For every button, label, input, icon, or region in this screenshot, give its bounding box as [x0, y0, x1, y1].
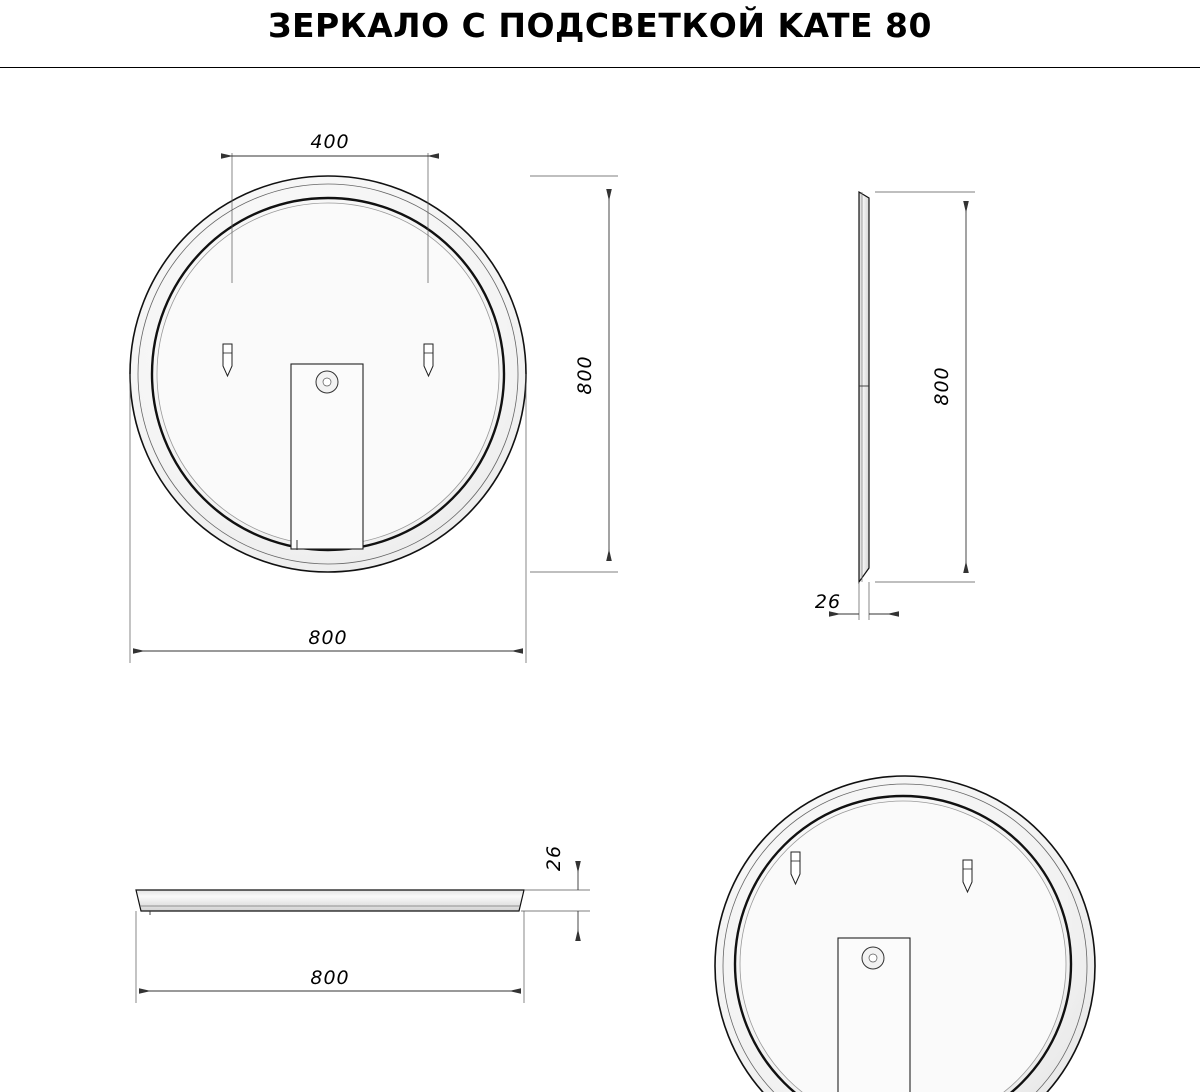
bottom-view-profile [136, 890, 524, 911]
front-view [130, 131, 618, 663]
dimension-bottom-thickness [521, 845, 590, 940]
dimension-label-800-vertical: 800 [574, 355, 596, 395]
rear-isometric-view [715, 776, 1095, 1092]
title-bar [0, 0, 1200, 68]
drawing-canvas [0, 68, 1200, 1092]
page-title: ЗЕРКАЛО С ПОДСВЕТКОЙ KATE 80 [268, 6, 932, 45]
dimension-side-thickness [815, 582, 898, 620]
dimension-side-height [875, 192, 975, 582]
rear-view-control-box [838, 938, 910, 1092]
dimension-label-26-side: 26 [814, 591, 842, 613]
dimension-label-800-side: 800 [931, 366, 953, 406]
dimension-label-400: 400 [310, 131, 350, 153]
dimension-front-height [530, 176, 618, 572]
front-view-control-box [291, 364, 363, 550]
dimension-label-800-bottom: 800 [310, 967, 350, 989]
dimension-label-26-bottom: 26 [543, 844, 565, 872]
dimension-bottom-width [136, 911, 524, 1003]
side-view [815, 192, 975, 620]
dimension-label-800-width: 800 [308, 627, 348, 649]
side-view-profile [859, 192, 869, 582]
bottom-view [136, 845, 590, 1003]
